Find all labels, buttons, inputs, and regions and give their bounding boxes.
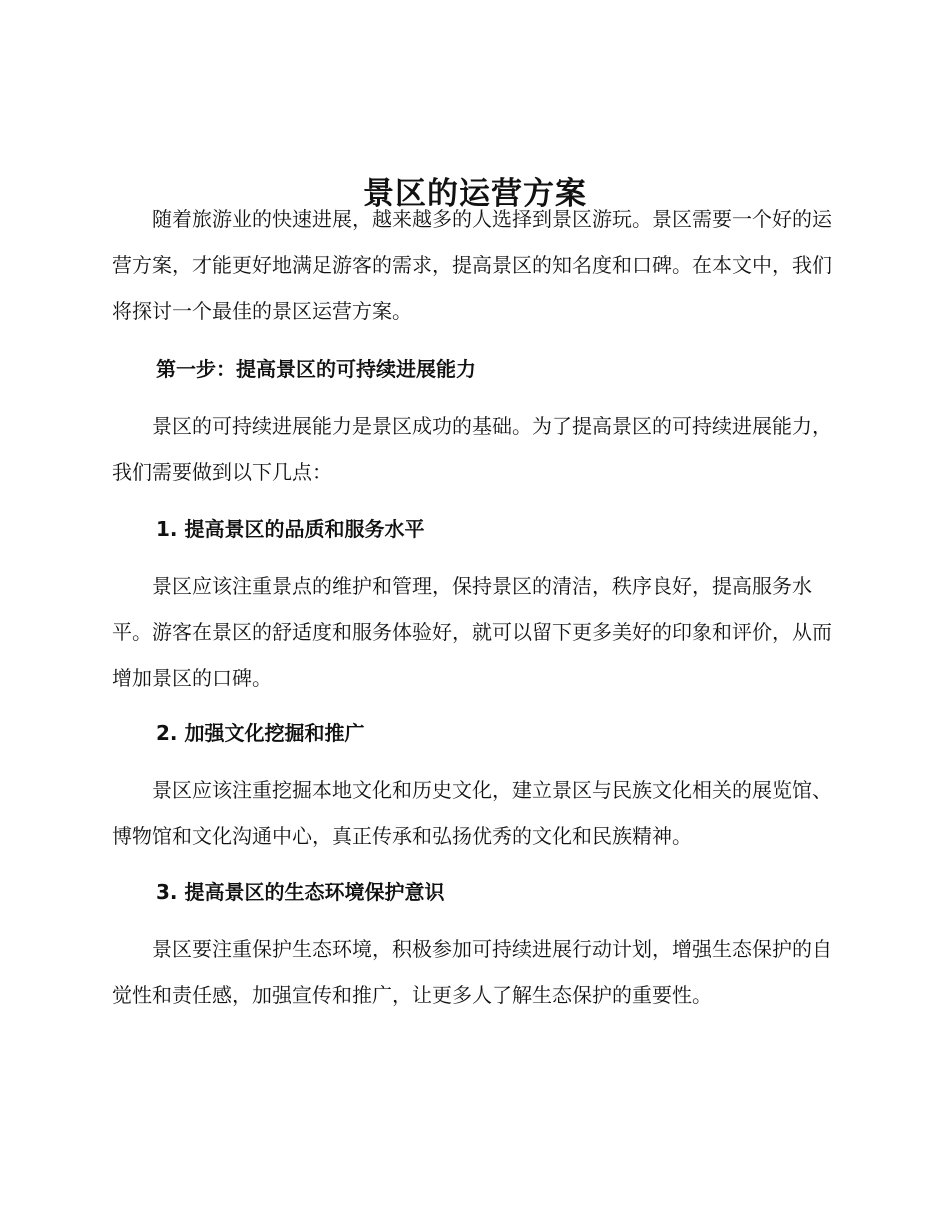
point3-paragraph: 景区要注重保护生态环境，积极参加可持续进展行动计划，增强生态保护的自觉性和责任感，加强宣传和推广，让更多人了解生态保护的重要性。: [112, 937, 832, 1007]
document-title: 景区的运营方案: [363, 175, 587, 212]
point2-heading: 2. 加强文化挖掘和推广: [156, 721, 365, 745]
point1-heading: 1. 提高景区的品质和服务水平: [156, 517, 425, 541]
point1-paragraph: 景区应该注重景点的维护和管理，保持景区的清洁，秩序良好，提高服务水平。游客在景区的舒适度和服务体验好，就可以留下更多美好的印象和评价，从而增加景区的口碑。: [112, 574, 832, 690]
point3-heading: 3. 提高景区的生态环境保护意识: [156, 880, 445, 904]
point2-paragraph: 景区应该注重挖掘本地文化和历史文化，建立景区与民族文化相关的展览馆、博物馆和文化沟通中心，真正传承和弘扬优秀的文化和民族精神。: [112, 778, 832, 848]
step1-heading: 第一步：提高景区的可持续进展能力: [156, 357, 476, 381]
intro-paragraph: 随着旅游业的快速进展，越来越多的人选择到景区游玩。景区需要一个好的运营方案，才能更好地满足游客的需求，提高景区的知名度和口碑。在本文中，我们将探讨一个最佳的景区运营方案。: [112, 207, 832, 323]
step1-paragraph: 景区的可持续进展能力是景区成功的基础。为了提高景区的可持续进展能力，我们需要做到以下几点：: [112, 414, 832, 484]
